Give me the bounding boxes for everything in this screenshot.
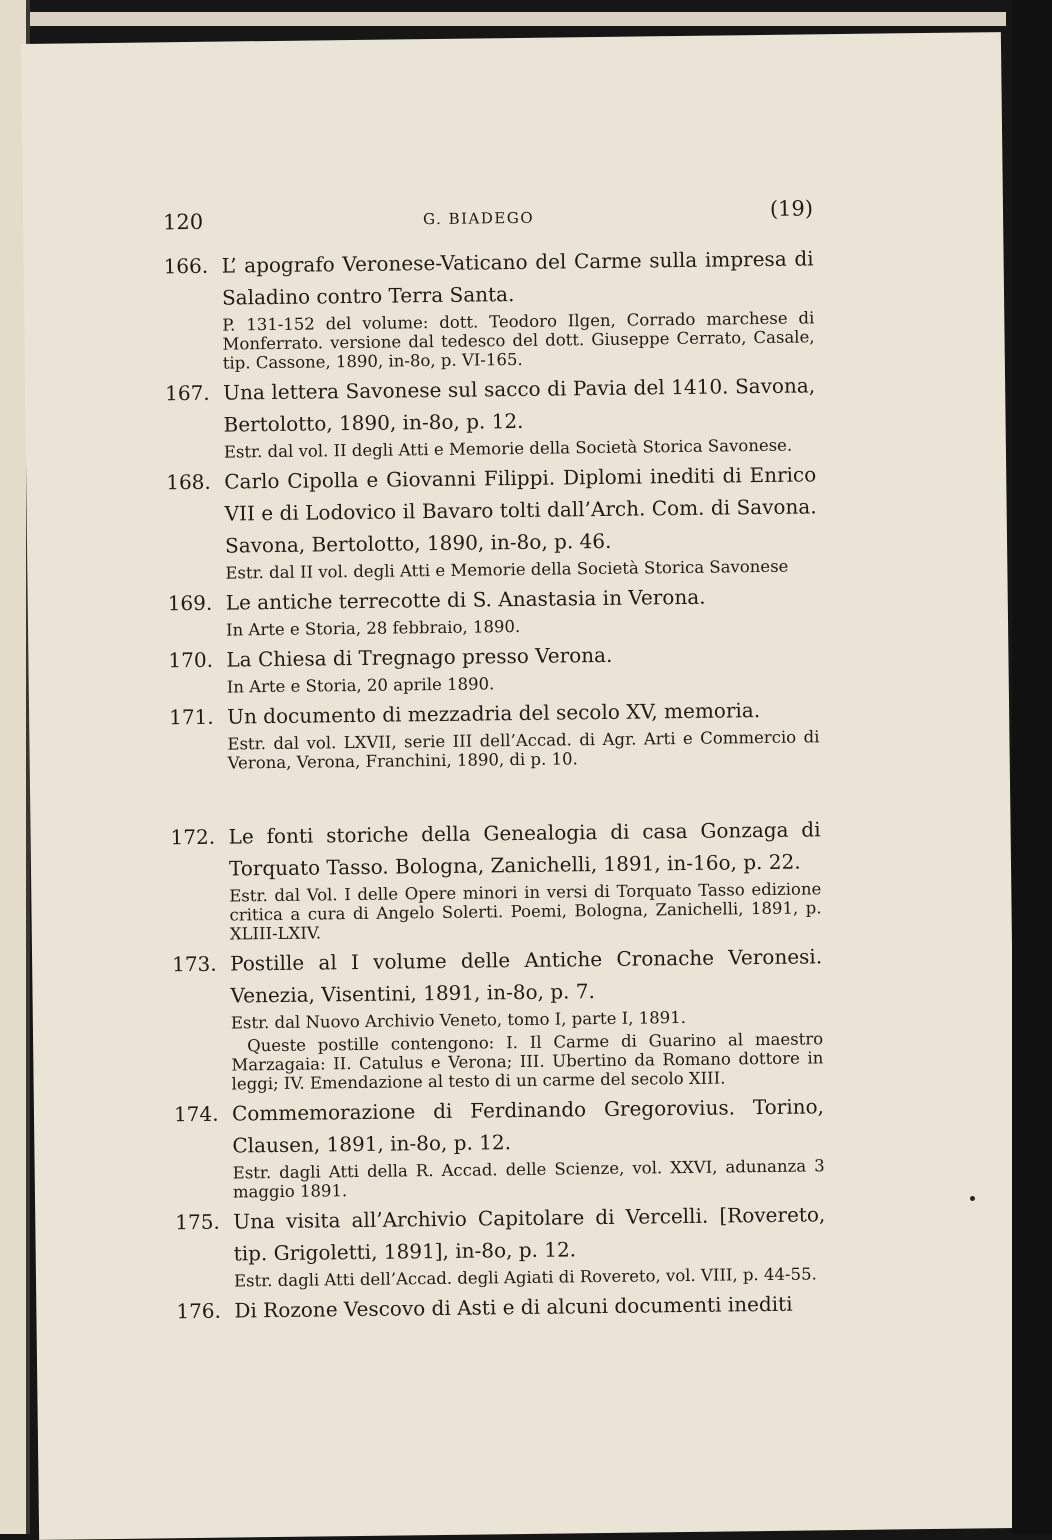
entry-note: P. 131-152 del volume: dott. Teodoro Ilgen, Corrado marchese di Monferrato. versione dal tedesco del dott. Giuseppe Cerrato, Casale, tip. Cassone, 1890, in-8o, p. VI-165. <box>222 308 815 373</box>
entry-note: Estr. dal Vol. I delle Opere minori in versi di Torquato Tasso edizione critica a cura di Angelo Solerti. Poemi, Bologna, Zanichelli, 1891, p. XLIII-LXIV. <box>229 879 822 944</box>
entry-number: 176. <box>176 1298 222 1324</box>
entry-176 <box>176 1287 826 1327</box>
entry-number: 168. <box>166 469 211 495</box>
book-page <box>21 32 1019 1540</box>
entry-166 <box>163 242 814 373</box>
entry-number: 174. <box>173 1101 219 1127</box>
entry-note: In Arte e Storia, 20 aprile 1890. <box>226 674 495 697</box>
entry-note: Estr. dal vol. LXVII, serie III dell’Accad. di Agr. Arti e Commercio di Verona, Verona, Franchini, 1890, di p. 10. <box>227 727 820 773</box>
entry-175 <box>175 1198 826 1291</box>
entry-note-continued: Queste postille contengono: I. Il Carme di Guarino al maestro Marzagaia: II. Catulus e Verona; III. Ubertino da Romano dottore in leggi; IV. Emendazione al testo di un carme del secolo XIII. <box>231 1029 824 1094</box>
entry-title: Un documento di mezzadria del secolo XV, memoria. <box>226 698 761 729</box>
scan-background-right <box>1012 0 1052 1534</box>
entry-number: 171. <box>168 704 214 730</box>
entry-note: Estr. dal Nuovo Archivio Veneto, tomo I, parte I, 1891. <box>230 1007 686 1033</box>
entry-167 <box>165 369 816 462</box>
entry-169 <box>168 579 819 640</box>
entry-number: 170. <box>168 647 214 673</box>
entry-number: 173. <box>172 951 217 977</box>
author-running-title: G. BIADEGO <box>422 208 535 229</box>
entry-title: Le fonti storiche della Genealogia di casa Gonzaga di Torquato Tasso. Bologna, Zanichelli, 1891, in-16o, p. 22. <box>228 817 821 881</box>
entry-note: In Arte e Storia, 28 febbraio, 1890. <box>225 616 521 640</box>
entry-number: 169. <box>167 590 213 616</box>
entry-number: 167. <box>165 380 210 406</box>
entry-title: Una visita all’Archivio Capitolare di Vercelli. [Rovereto, tip. Grigoletti, 1891], in-8o, p. 12. <box>233 1202 826 1266</box>
entry-168 <box>166 458 817 583</box>
entry-title: Una lettera Savonese sul sacco di Pavia del 1410. Savona, Bertolotto, 1890, in-8o, p. 12. <box>223 373 816 437</box>
entry-note: Estr. dal vol. II degli Atti e Memorie della Società Storica Savonese. <box>223 435 793 462</box>
page-top-edge <box>30 12 1006 26</box>
entry-title: Commemorazione di Ferdinando Gregorovius. Torino, Clausen, 1891, in-8o, p. 12. <box>231 1094 825 1158</box>
page-number: 120 <box>162 209 204 235</box>
entry-172 <box>170 813 821 944</box>
bibliography-list <box>163 242 826 1329</box>
entry-170 <box>168 636 819 697</box>
section-number: (19) <box>769 196 814 221</box>
entry-173 <box>172 940 824 1094</box>
entry-note: Estr. dal II vol. degli Atti e Memorie della Società Storica Savonese <box>225 556 789 583</box>
entry-note: Estr. dagli Atti della R. Accad. delle Scienze, vol. XXVI, adunanza 3 maggio 1891. <box>232 1156 825 1202</box>
entry-number: 172. <box>170 824 216 850</box>
entry-title: Le antiche terrecotte di S. Anastasia in Verona. <box>225 584 706 615</box>
entry-number: 166. <box>163 253 209 279</box>
entry-174 <box>174 1090 825 1202</box>
entry-title: Di Rozone Vescovo di Asti e di alcuni documenti inediti <box>234 1291 793 1323</box>
entry-title: La Chiesa di Tregnago presso Verona. <box>226 642 613 672</box>
running-head <box>163 196 813 234</box>
left-page-edge <box>0 0 26 1534</box>
entry-title: Postille al I volume delle Antiche Cronache Veronesi. Venezia, Visentini, 1891, in-8o, p. 7. <box>230 944 823 1008</box>
entry-note: Estr. dagli Atti dell’Accad. degli Agiati di Rovereto, vol. VIII, p. 44-55. <box>233 1264 817 1291</box>
entry-171 <box>169 693 820 773</box>
section-gap <box>170 769 820 821</box>
entry-number: 175. <box>175 1209 220 1235</box>
specks <box>970 1196 975 1201</box>
entry-title: Carlo Cipolla e Giovanni Filippi. Diplomi inediti di Enrico VII e di Lodovico il Bavaro tolti dall’Arch. Com. di Savona. Savona, Bertolotto, 1890, in-8o, p. 46. <box>224 462 817 558</box>
entry-title: L’ apografo Veronese-Vaticano del Carme sulla impresa di Saladino contro Terra Santa. <box>221 246 814 310</box>
